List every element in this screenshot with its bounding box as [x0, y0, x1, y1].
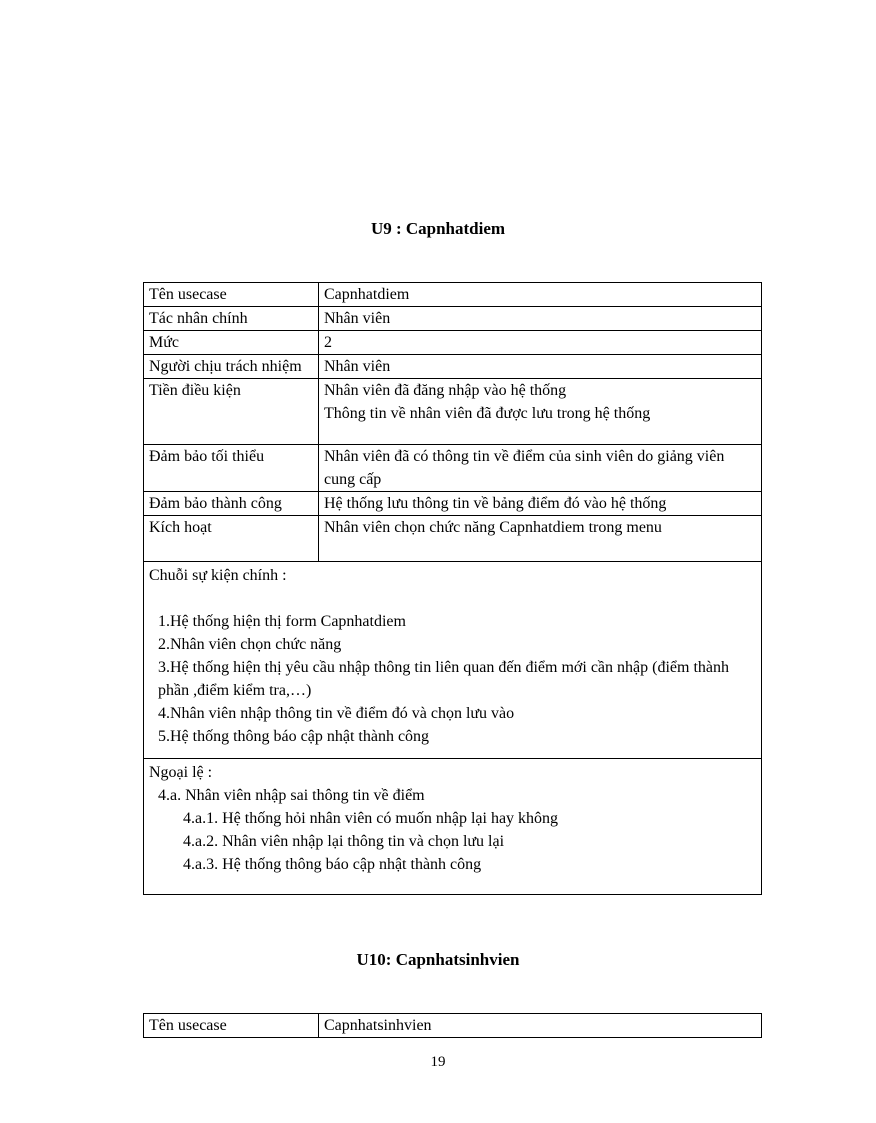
exception-subitem: 4.a.2. Nhân viên nhập lại thông tin và chọn lưu lại: [183, 833, 505, 850]
row-label: Tên usecase: [144, 1014, 319, 1038]
row-value: Nhân viên đã có thông tin về điểm của sinh viên do giảng viên cung cấp: [319, 445, 762, 492]
table-row: [144, 1014, 762, 1038]
row-label: Đảm bảo thành công: [144, 492, 319, 516]
flow-step: 2.Nhân viên chọn chức năng: [158, 636, 342, 653]
table-row: [144, 283, 762, 307]
section-title: U9 : Capnhatdiem: [370, 219, 506, 238]
table-row: [144, 331, 762, 355]
row-value: Nhân viên: [319, 355, 762, 379]
flow-step: 3.Hệ thống hiện thị yêu cầu nhập thông tin liên quan đến điểm mới cần nhập (điểm thành phần ,điểm kiểm tra,…): [158, 659, 729, 699]
row-value: Capnhatdiem: [319, 283, 762, 307]
main-flow-cell: [144, 562, 762, 759]
table-row: [144, 492, 762, 516]
exceptions-cell: [144, 759, 762, 895]
row-label: Người chịu trách nhiệm: [144, 355, 319, 379]
row-value: 2: [319, 331, 762, 355]
table-row: [144, 379, 762, 445]
exceptions-heading: Ngoại lệ :: [149, 764, 213, 781]
row-value: Capnhatsinhvien: [319, 1014, 762, 1038]
row-label: Mức: [144, 331, 319, 355]
row-value: Nhân viên: [319, 307, 762, 331]
value-line: Nhân viên đã đăng nhập vào hệ thống: [324, 382, 567, 399]
row-value: Nhân viên chọn chức năng Capnhatdiem trong menu: [319, 516, 762, 562]
row-label: Đảm bảo tối thiểu: [144, 445, 319, 492]
row-label: Kích hoạt: [144, 516, 319, 562]
value-line: Thông tin về nhân viên đã được lưu trong hệ thống: [324, 405, 651, 422]
exception-subitem: 4.a.1. Hệ thống hỏi nhân viên có muốn nhập lại hay không: [183, 810, 559, 827]
main-flow-row: [144, 562, 762, 759]
page-number: 19: [430, 1054, 446, 1070]
row-label: Tên usecase: [144, 283, 319, 307]
row-label: Tiền điều kiện: [144, 379, 319, 445]
section-title: U10: Capnhatsinhvien: [356, 950, 520, 969]
row-label: Tác nhân chính: [144, 307, 319, 331]
next-table-clipped: [143, 1013, 763, 1034]
main-flow-heading: Chuỗi sự kiện chính :: [149, 567, 287, 584]
usecase-table: [143, 1013, 762, 1038]
usecase-table: [143, 282, 762, 895]
table-row: [144, 516, 762, 562]
flow-step: 4.Nhân viên nhập thông tin về điểm đó và chọn lưu vào: [158, 705, 515, 722]
exceptions-row: [144, 759, 762, 895]
table-row: [144, 355, 762, 379]
flow-step: 5.Hệ thống thông báo cập nhật thành công: [158, 728, 430, 745]
flow-step: 1.Hệ thống hiện thị form Capnhatdiem: [158, 613, 406, 630]
table-row: [144, 307, 762, 331]
exception-item: 4.a. Nhân viên nhập sai thông tin về điểm: [158, 787, 425, 804]
exception-subitem: 4.a.3. Hệ thống thông báo cập nhật thành công: [183, 856, 482, 873]
row-value: Hệ thống lưu thông tin về bảng điểm đó vào hệ thống: [319, 492, 762, 516]
row-value: [319, 379, 762, 445]
table-row: [144, 445, 762, 492]
